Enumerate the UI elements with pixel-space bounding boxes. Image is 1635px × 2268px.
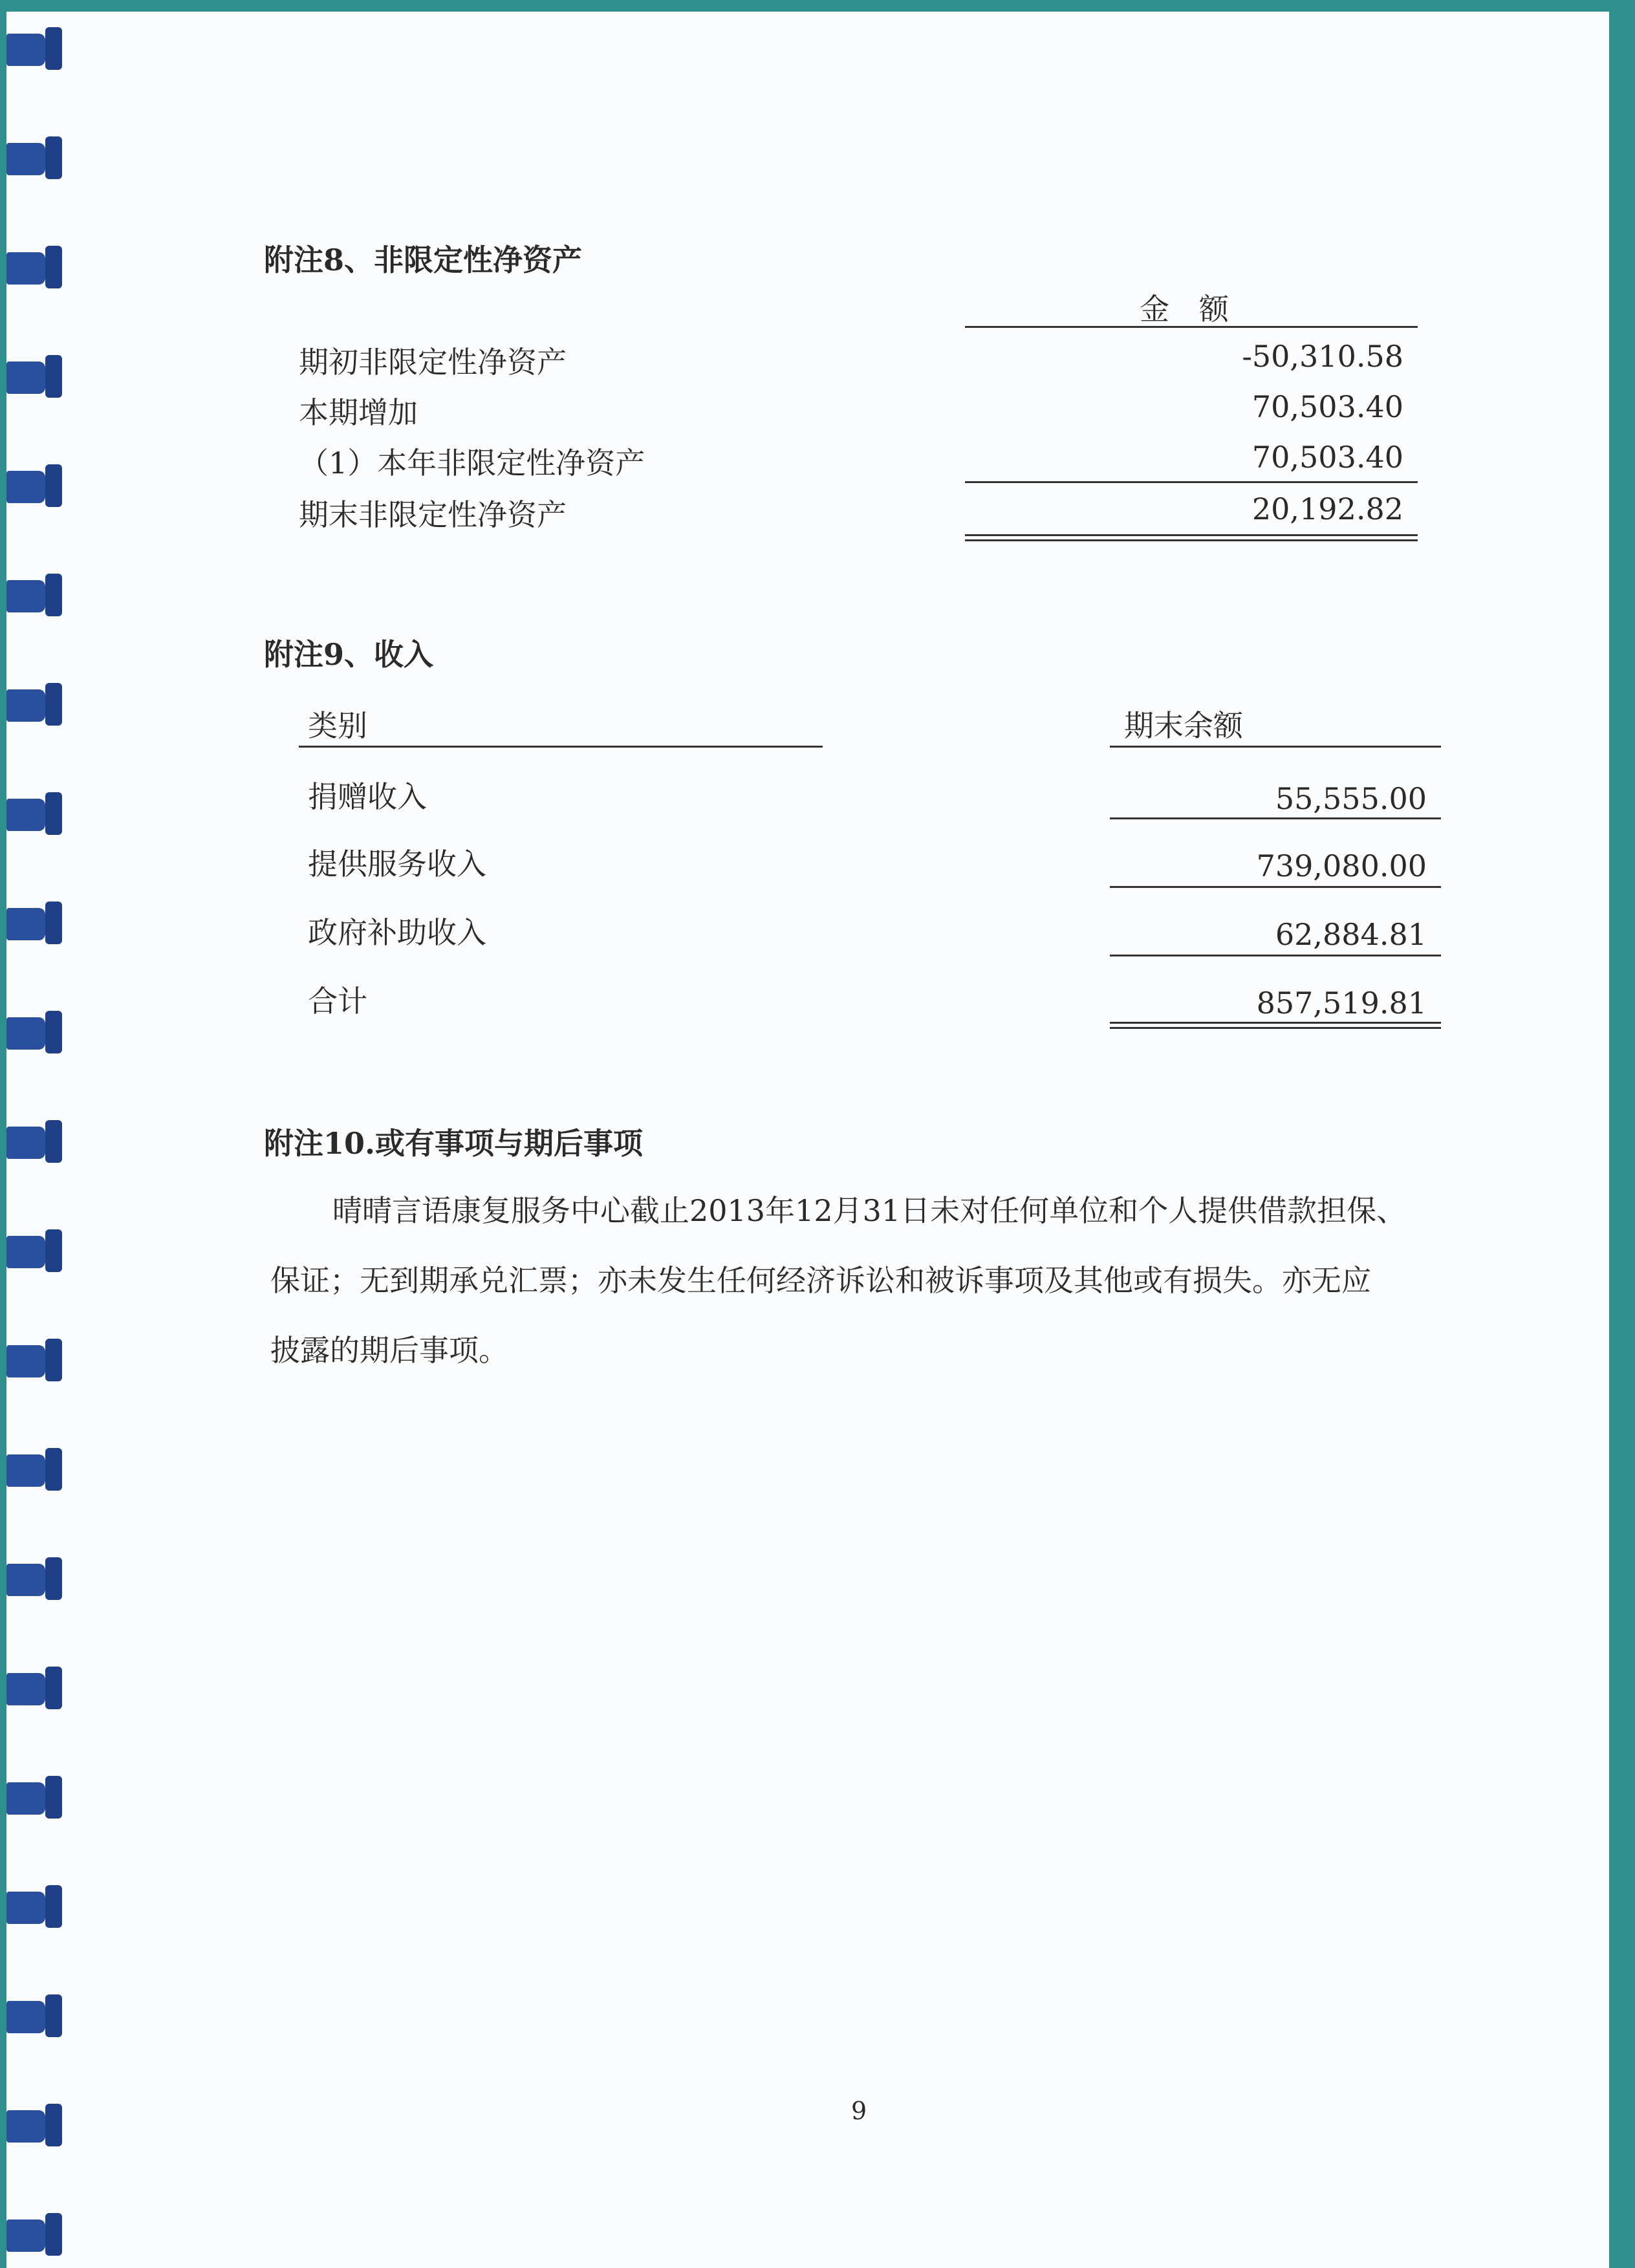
page-number: 9 bbox=[851, 2097, 867, 2125]
note8-row-value: -50,310.58 bbox=[1242, 339, 1403, 374]
binding-ring bbox=[6, 1994, 62, 2037]
note9-row-label: 提供服务收入 bbox=[308, 847, 486, 881]
binding-ring bbox=[6, 27, 62, 70]
binding-ring bbox=[6, 1557, 62, 1600]
binding-ring bbox=[6, 136, 62, 179]
note9-balance-header: 期末余额 bbox=[1124, 708, 1243, 743]
note9-balance-rule bbox=[1110, 746, 1441, 748]
note8-header-rule bbox=[965, 326, 1418, 328]
note9-row-value: 857,519.81 bbox=[1256, 986, 1427, 1021]
note8-row-value: 20,192.82 bbox=[1251, 491, 1403, 526]
binding-ring bbox=[6, 464, 62, 507]
note9-row-label: 政府补助收入 bbox=[308, 915, 486, 950]
binding-ring bbox=[6, 683, 62, 726]
note10-paragraph-line: 晴晴言语康复服务中心截止2013年12月31日未对任何单位和个人提供借款担保、 bbox=[332, 1193, 1407, 1228]
binding-ring bbox=[6, 1011, 62, 1053]
note9-title: 附注9、收入 bbox=[264, 637, 434, 672]
note9-row-label: 合计 bbox=[308, 984, 367, 1019]
note9-category-header: 类别 bbox=[308, 708, 367, 743]
note10-paragraph-line: 披露的期后事项。 bbox=[270, 1333, 508, 1368]
note10-paragraph-line: 保证；无到期承兑汇票；亦未发生任何经济诉讼和被诉事项及其他或有损失。亦无应 bbox=[270, 1263, 1371, 1298]
note8-amount-header: 金 额 bbox=[1140, 292, 1229, 327]
note8-row-value: 70,503.40 bbox=[1251, 440, 1403, 475]
note8-row-value: 70,503.40 bbox=[1251, 389, 1403, 424]
binding-ring bbox=[6, 2213, 62, 2256]
note8-row-label: 本期增加 bbox=[299, 395, 418, 430]
binding-ring bbox=[6, 574, 62, 616]
binding-ring bbox=[6, 1885, 62, 1928]
note9-row-value: 739,080.00 bbox=[1256, 848, 1427, 883]
note9-row-label: 捐赠收入 bbox=[308, 779, 427, 814]
binding-ring bbox=[6, 1339, 62, 1381]
binding-ring bbox=[6, 1120, 62, 1163]
binding-ring bbox=[6, 2104, 62, 2146]
note8-row-label: 期末非限定性净资产 bbox=[299, 497, 567, 532]
note9-row-rule bbox=[1110, 886, 1441, 888]
note8-title: 附注8、非限定性净资产 bbox=[264, 243, 583, 277]
binding-ring bbox=[6, 792, 62, 835]
note8-row-label: （1）本年非限定性净资产 bbox=[299, 446, 645, 481]
note9-row-value: 62,884.81 bbox=[1275, 917, 1427, 952]
note9-row-rule bbox=[1110, 955, 1441, 956]
spiral-binding bbox=[6, 12, 71, 2268]
binding-ring bbox=[6, 1229, 62, 1272]
note9-category-rule bbox=[299, 746, 823, 748]
note9-total-double-rule bbox=[1110, 1022, 1441, 1029]
note9-row-rule bbox=[1110, 817, 1441, 819]
binding-ring bbox=[6, 1667, 62, 1709]
note10-title: 附注10.或有事项与期后事项 bbox=[264, 1126, 644, 1161]
binding-ring bbox=[6, 1776, 62, 1819]
binding-ring bbox=[6, 246, 62, 288]
document-page bbox=[6, 12, 1609, 2268]
note8-subtotal-rule bbox=[965, 481, 1418, 483]
binding-ring bbox=[6, 1448, 62, 1491]
binding-ring bbox=[6, 355, 62, 398]
note8-total-double-rule bbox=[965, 534, 1418, 541]
note9-row-value: 55,555.00 bbox=[1275, 781, 1427, 816]
note8-row-label: 期初非限定性净资产 bbox=[299, 345, 567, 380]
binding-ring bbox=[6, 902, 62, 944]
